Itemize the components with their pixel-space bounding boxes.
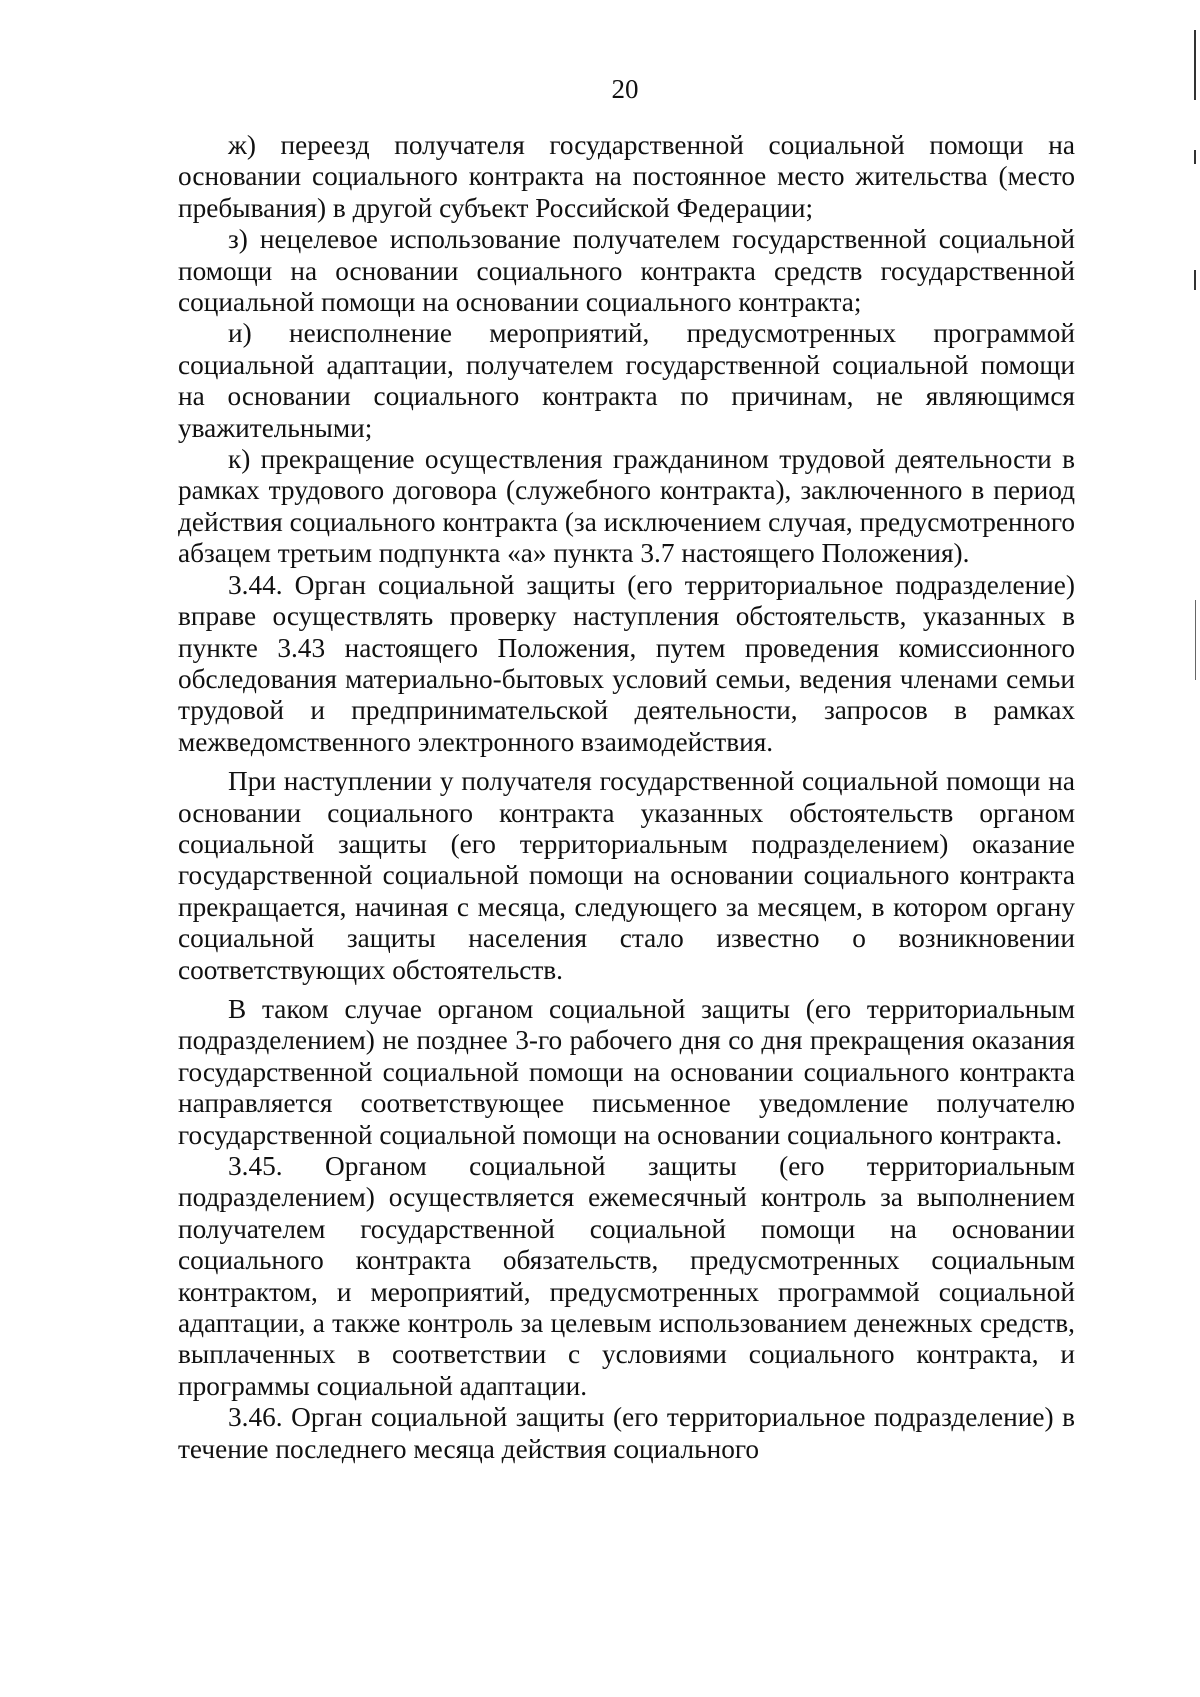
paragraph-z: з) нецелевое использование получателем государственной социальной помощи на основании социального контракта средств государственной социальной помощи на основании социального контракта;	[178, 224, 1075, 318]
paragraph-3-46: 3.46. Орган социальной защиты (его территориальное подразделение) в течение последнего месяца действия социального	[178, 1402, 1075, 1464]
scan-edge-mark	[1195, 600, 1196, 680]
scan-edge-mark	[1194, 270, 1196, 290]
paragraph-3-44-notice: В таком случае органом социальной защиты (его территориальным подразделением) не позднее 3-го рабочего дня со дня прекращения оказания государственной социальной помощи на основании социального контракта направляется соответствующее письменное уведомление получателю государственной социальной помощи на основании социального контракта.	[178, 993, 1075, 1150]
document-body	[178, 130, 1075, 1465]
page-number: 20	[611, 74, 639, 104]
paragraph-zh: ж) переезд получателя государственной социальной помощи на основании социального контракта на постоянное место жительства (место пребывания) в другой субъект Российской Федерации;	[178, 130, 1075, 223]
paragraph-k: к) прекращение осуществления гражданином трудовой деятельности в рамках трудового договора (служебного контракта), заключенного в период действия социального контракта (за исключением случая, предусмотренного абзацем третьим подпункта «а» пункта 3.7 настоящего Положения).	[178, 444, 1075, 569]
scan-edge-mark	[1194, 30, 1196, 100]
paragraph-i: и) неисполнение мероприятий, предусмотренных программой социальной адаптации, получателем государственной социальной помощи на основании социального контракта по причинам, не являющимся уважительными;	[178, 318, 1075, 443]
scan-edge-mark	[1194, 150, 1196, 164]
paragraph-3-44-termination: При наступлении у получателя государственной социальной помощи на основании социального контракта указанных обстоятельств органом социальной защиты (его территориальным подразделением) оказание государственной социальной помощи на основании социального контракта прекращается, начиная с месяца, следующего за месяцем, в котором органу социальной защиты населения стало известно о возникновении соответствующих обстоятельств.	[178, 766, 1075, 985]
paragraph-3-45: 3.45. Органом социальной защиты (его территориальным подразделением) осуществляется ежемесячный контроль за выполнением получателем государственной социальной помощи на основании социального контракта обязательств, предусмотренных социальным контрактом, и мероприятий, предусмотренных программой социальной адаптации, а также контроль за целевым использованием денежных средств, выплаченных в соответствии с условиями социального контракта, и программы социальной адаптации.	[178, 1151, 1075, 1401]
paragraph-3-44: 3.44. Орган социальной защиты (его территориальное подразделение) вправе осуществлять проверку наступления обстоятельств, указанных в пункте 3.43 настоящего Положения, путем проведения комиссионного обследования материально-бытовых условий семьи, ведения членами семьи трудовой и предпринимательской деятельности, запросов в рамках межведомственного электронного взаимодействия.	[178, 569, 1075, 757]
